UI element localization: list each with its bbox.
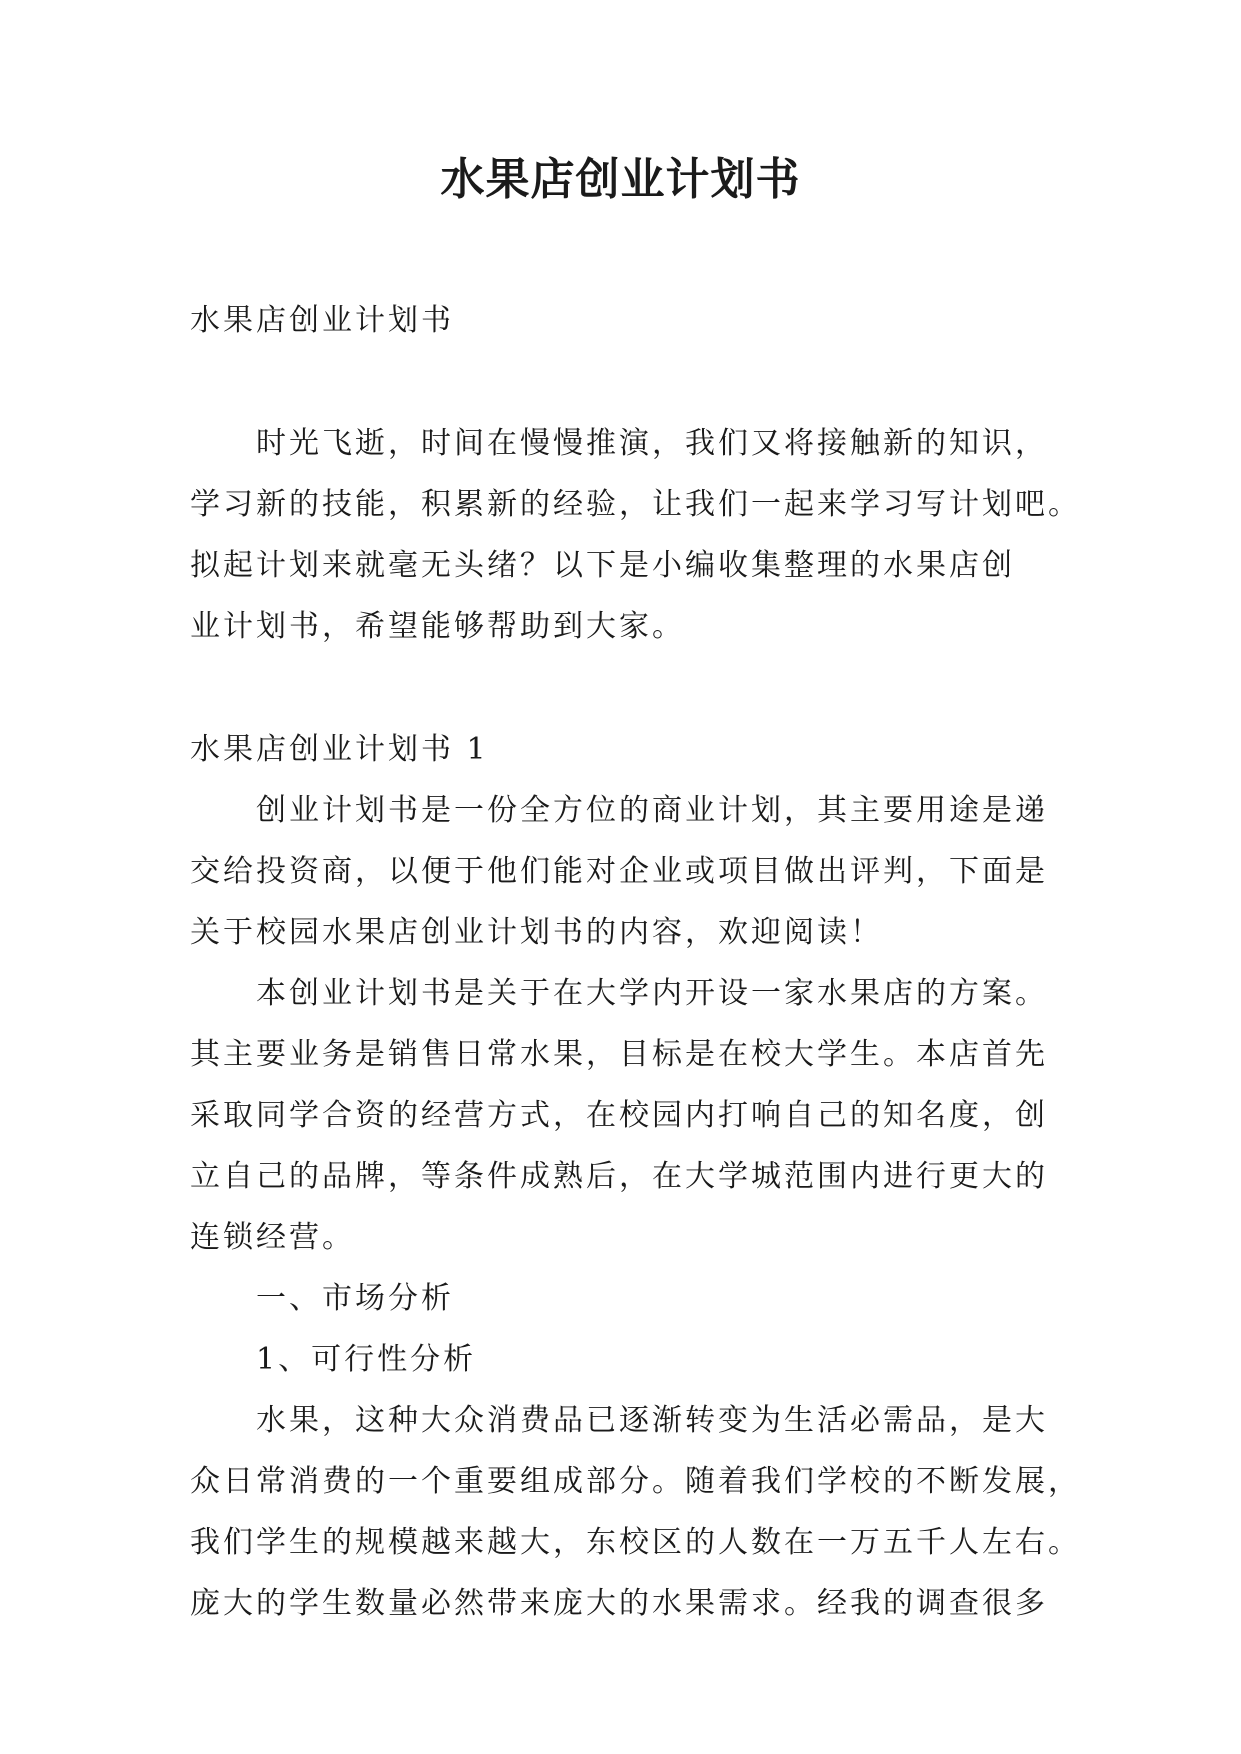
paragraph-line: 众日常消费的一个重要组成部分。随着我们学校的不断发展， [190, 1464, 1081, 1499]
paragraph-line: 交给投资商，以便于他们能对企业或项目做出评判，下面是 [190, 854, 1048, 889]
heading-market-analysis: 一、市场分析 [256, 1281, 454, 1316]
paragraph-line: 我们学生的规模越来越大，东校区的人数在一万五千人左右。 [190, 1525, 1081, 1560]
paragraph-line: 其主要业务是销售日常水果，目标是在校大学生。本店首先 [190, 1037, 1048, 1072]
paragraph-line: 创业计划书是一份全方位的商业计划，其主要用途是递 [256, 793, 1048, 828]
intro-paragraph [190, 413, 1081, 657]
intro-line: 时光飞逝，时间在慢慢推演，我们又将接触新的知识， [256, 426, 1048, 461]
paragraph-line: 关于校园水果店创业计划书的内容，欢迎阅读！ [190, 915, 883, 950]
intro-line: 拟起计划来就毫无头绪？以下是小编收集整理的水果店创 [190, 548, 1015, 583]
paragraph-line: 采取同学合资的经营方式，在校园内打响自己的知名度，创 [190, 1098, 1048, 1133]
heading-feasibility: 1、可行性分析 [256, 1342, 477, 1377]
document-title: 水果店创业计划书 [440, 154, 801, 205]
intro-line: 学习新的技能，积累新的经验，让我们一起来学习写计划吧。 [190, 487, 1081, 522]
paragraph-line: 本创业计划书是关于在大学内开设一家水果店的方案。 [256, 976, 1048, 1011]
document-body [190, 290, 1081, 1634]
paragraph-overview [190, 963, 1060, 1268]
paragraph-line: 水果，这种大众消费品已逐渐转变为生活必需品，是大 [256, 1403, 1048, 1438]
paragraph-purpose [190, 780, 1060, 963]
document-subtitle: 水果店创业计划书 [190, 303, 454, 338]
paragraph-line: 庞大的学生数量必然带来庞大的水果需求。经我的调查很多 [190, 1586, 1048, 1621]
paragraph-line: 连锁经营。 [190, 1220, 355, 1255]
section-heading: 水果店创业计划书 1 [190, 732, 489, 767]
paragraph-feasibility [190, 1390, 1081, 1634]
intro-line: 业计划书，希望能够帮助到大家。 [190, 609, 685, 644]
paragraph-line: 立自己的品牌，等条件成熟后，在大学城范围内进行更大的 [190, 1159, 1048, 1194]
